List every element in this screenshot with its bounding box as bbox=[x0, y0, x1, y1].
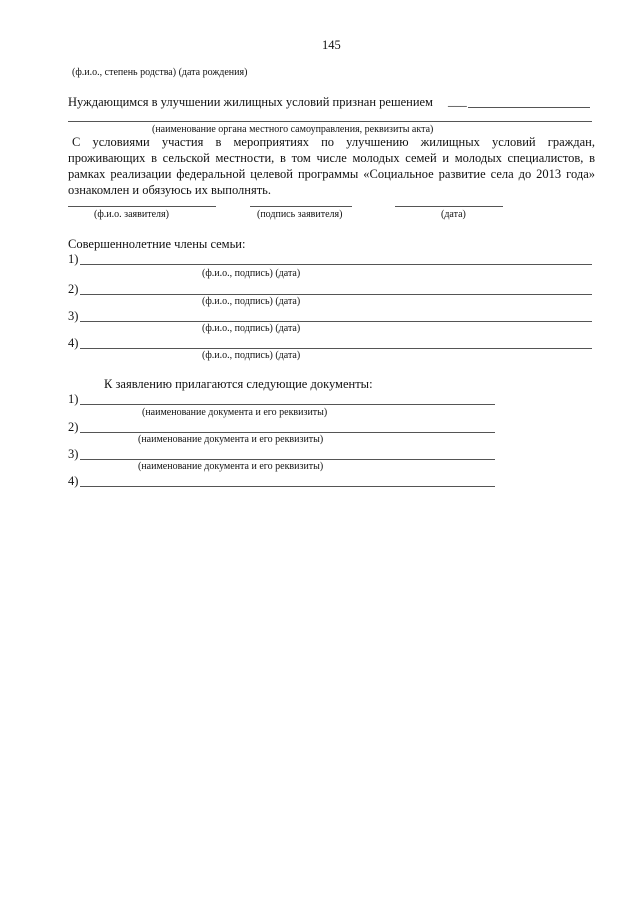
conditions-paragraph bbox=[68, 134, 595, 198]
family-member-line[interactable] bbox=[80, 294, 592, 295]
header-caption: (ф.и.о., степень родства) (дата рождения) bbox=[72, 67, 248, 78]
document-number: 2) bbox=[68, 420, 79, 434]
conditions-line: проживающих в сельской местности, в том числе молодых семей и молодых специалистов, в bbox=[68, 151, 595, 165]
conditions-line: рамках реализации федеральной целевой программы «Социальное развитие села до 2013 года» bbox=[68, 167, 595, 181]
document-line[interactable] bbox=[80, 404, 495, 405]
applicant-fio-line[interactable] bbox=[68, 206, 216, 207]
applicant-signature-line[interactable] bbox=[250, 206, 352, 207]
applicant-date-line[interactable] bbox=[395, 206, 503, 207]
document-line[interactable] bbox=[80, 486, 495, 487]
applicant-date-caption: (дата) bbox=[441, 209, 466, 220]
document-line[interactable] bbox=[80, 432, 495, 433]
document-line[interactable] bbox=[80, 459, 495, 460]
document-number: 1) bbox=[68, 392, 79, 406]
conditions-line: ознакомлен и обязуюсь их выполнять. bbox=[68, 183, 271, 197]
documents-heading: К заявлению прилагаются следующие документы: bbox=[104, 377, 373, 391]
family-member-caption: (ф.и.о., подпись) (дата) bbox=[202, 350, 301, 361]
family-member-number: 1) bbox=[68, 252, 79, 266]
family-member-number: 3) bbox=[68, 309, 79, 323]
authority-blank-line[interactable] bbox=[68, 121, 592, 122]
page-number: 145 bbox=[322, 38, 341, 52]
applicant-signature-caption: (подпись заявителя) bbox=[257, 209, 343, 220]
family-member-caption: (ф.и.о., подпись) (дата) bbox=[202, 296, 301, 307]
family-member-caption: (ф.и.о., подпись) (дата) bbox=[202, 323, 301, 334]
document-caption: (наименование документа и его реквизиты) bbox=[142, 407, 328, 418]
decision-label: Нуждающимся в улучшении жилищных условий признан решением bbox=[68, 95, 433, 109]
family-member-number: 2) bbox=[68, 282, 79, 296]
family-member-number: 4) bbox=[68, 336, 79, 350]
document-caption: (наименование документа и его реквизиты) bbox=[138, 434, 324, 445]
decision-line-prefix: ___ bbox=[448, 94, 467, 108]
document-number: 3) bbox=[68, 447, 79, 461]
family-member-line[interactable] bbox=[80, 348, 592, 349]
authority-caption: (наименование органа местного самоуправления, реквизиты акта) bbox=[152, 124, 434, 135]
applicant-fio-caption: (ф.и.о. заявителя) bbox=[94, 209, 169, 220]
conditions-line: С условиями участия в мероприятиях по улучшению жилищных условий граждан, bbox=[72, 135, 595, 149]
family-member-line[interactable] bbox=[80, 264, 592, 265]
family-member-line[interactable] bbox=[80, 321, 592, 322]
family-member-caption: (ф.и.о., подпись) (дата) bbox=[202, 268, 301, 279]
document-number: 4) bbox=[68, 474, 79, 488]
document-caption: (наименование документа и его реквизиты) bbox=[138, 461, 324, 472]
decision-blank-line[interactable] bbox=[468, 107, 590, 108]
family-heading: Совершеннолетние члены семьи: bbox=[68, 237, 246, 251]
